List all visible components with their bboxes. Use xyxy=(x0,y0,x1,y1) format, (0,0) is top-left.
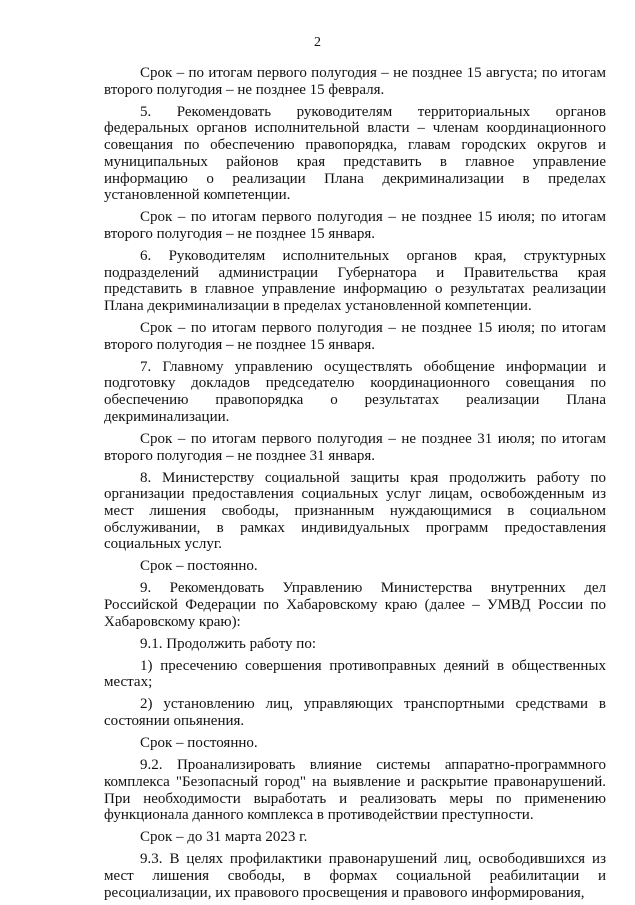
paragraph-item-9-1: 9.1. Продолжить работу по: xyxy=(140,635,317,652)
paragraph-item-9-1-sub-2: 2) установлению лиц, управляющих транспортными средствами в состоянии опьянения. xyxy=(104,696,606,730)
paragraph-item-9: 9. Рекомендовать Управлению Министерства внутренних дел Российской Федерации по Хабаровскому краю (далее – УМВД России по Хабаровскому краю): xyxy=(104,580,606,630)
paragraph-item-9-3: 9.3. В целях профилактики правонарушений лиц, освободившихся из мест лишения свободы, в формах социальной реабилитации и ресоциализации, их правового просвещения и правового информирования, xyxy=(104,851,606,901)
document-body xyxy=(104,65,606,901)
paragraph-deadline-item-9-1: Срок – постоянно. xyxy=(140,735,258,752)
page-number: 2 xyxy=(314,35,321,50)
paragraph-item-5: 5. Рекомендовать руководителям территориальных органов федеральных органов исполнительной власти – членам координационного совещания по обеспечению правопорядка, главам городских округов и муниципальных районов края представить в главное управление информацию о реализации Плана декриминализации в пределах установленной компетенции. xyxy=(104,103,606,204)
paragraph-item-9-2: 9.2. Проанализировать влияние системы аппаратно-программного комплекса "Безопасный город" на выявление и раскрытие правонарушений. При необходимости выработать и реализовать меры по применению функционала данного комплекса в противодействии преступности. xyxy=(104,757,606,824)
paragraph-deadline-item-5: Срок – по итогам первого полугодия – не позднее 15 июля; по итогам второго полугодия – не позднее 15 января. xyxy=(104,209,606,242)
paragraph-deadline-item-6: Срок – по итогам первого полугодия – не позднее 15 июля; по итогам второго полугодия – не позднее 15 января. xyxy=(104,320,606,353)
paragraph-deadline-item-9-2: Срок – до 31 марта 2023 г. xyxy=(140,829,308,846)
paragraph-item-9-1-sub-1: 1) пресечению совершения противоправных деяний в общественных местах; xyxy=(104,657,606,691)
paragraph-deadline-item-8: Срок – постоянно. xyxy=(140,558,258,575)
paragraph-item-8: 8. Министерству социальной защиты края продолжить работу по организации предоставления социальных услуг лицам, освобожденным из мест лишения свободы, признанным нуждающимися в социальном обслуживании, в рамках индивидуальных программ предоставления социальных услуг. xyxy=(104,469,606,553)
paragraph-deadline-august: Срок – по итогам первого полугодия – не позднее 15 августа; по итогам второго полугодия – не позднее 15 февраля. xyxy=(104,65,606,98)
paragraph-deadline-item-7: Срок – по итогам первого полугодия – не позднее 31 июля; по итогам второго полугодия – не позднее 31 января. xyxy=(104,430,606,464)
paragraph-item-6: 6. Руководителям исполнительных органов края, структурных подразделений администрации Губернатора и Правительства края представить в главное управление информацию о результатах реализации Плана декриминализации в пределах установленной компетенции. xyxy=(104,247,606,315)
paragraph-item-7: 7. Главному управлению осуществлять обобщение информации и подготовку докладов председателю координационного совещания по обеспечению правопорядка о результатах реализации Плана декриминализации. xyxy=(104,358,606,425)
